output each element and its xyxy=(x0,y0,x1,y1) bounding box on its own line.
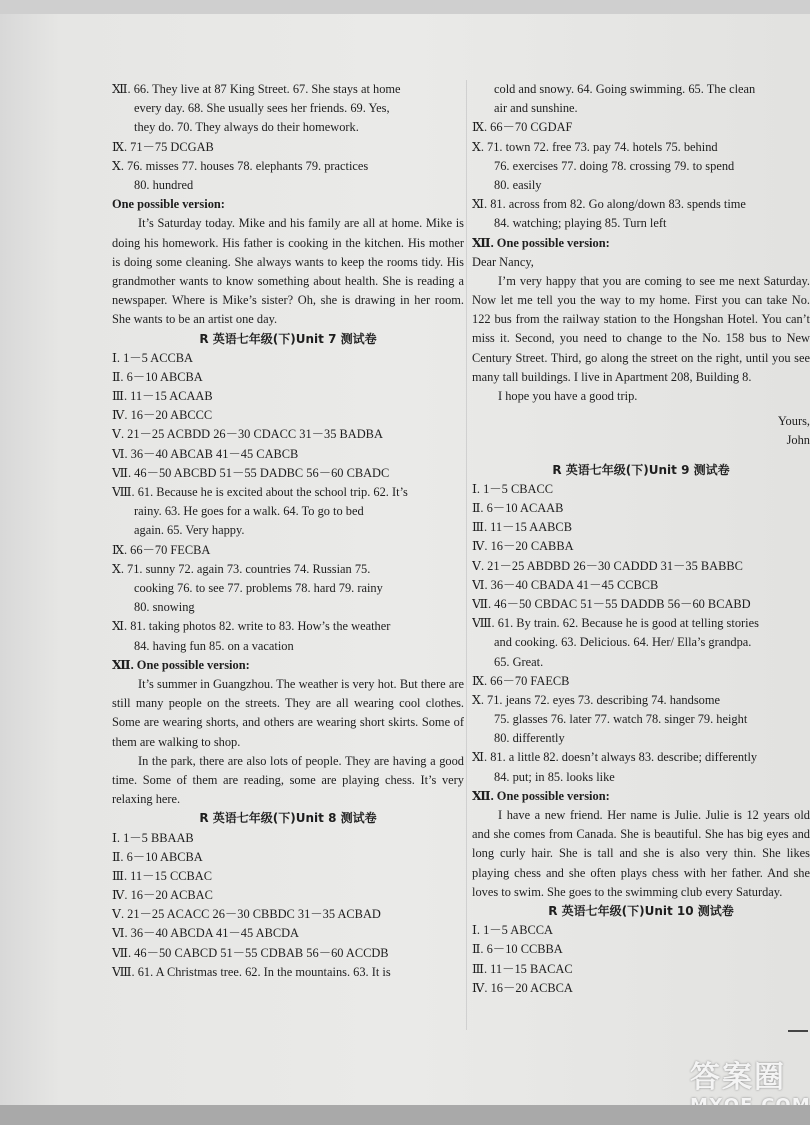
answer-line: again. 65. Very happy. xyxy=(134,523,245,538)
answer-line: 75. glasses 76. later 77. watch 78. singer 79. height xyxy=(494,712,748,727)
answer-line: Ⅲ. 11－15 AABCB xyxy=(472,520,572,535)
answer-line: Ⅲ. 11－15 CCBAC xyxy=(112,868,212,883)
answer-line: Ⅱ. 6－10 ABCBA xyxy=(112,849,203,864)
answer-line: they do. 70. They always do their homework. xyxy=(134,120,359,135)
answer-line: rainy. 63. He goes for a walk. 64. To go to bed xyxy=(134,504,364,519)
essay-paragraph: It’s Saturday today. Mike and his family are all at home. Mike is doing his homework. His father is cooking in the kitchen. His mother is doing some cleaning. She always wants to keep the rooms tidy. His grandmother wants to know something about health. She is reading a newspaper. Where is Mike’s sister? Oh, she is drawing in her room. She wants to be an artist one day. xyxy=(112,216,464,327)
answer-line: Ⅰ. 1－5 CBACC xyxy=(472,481,553,496)
answer-line: Ⅱ. 6－10 ABCBA xyxy=(112,369,203,384)
answer-line: 84. put; in 85. looks like xyxy=(494,769,615,784)
answer-line: Ⅲ. 11－15 ACAAB xyxy=(112,389,213,404)
letter-signature: John xyxy=(786,433,810,448)
answer-line: Ⅸ. 66－70 FAECB xyxy=(472,673,570,688)
answer-line: Ⅸ. 71－75 DCGAB xyxy=(112,139,214,154)
letter-greeting: Dear Nancy, xyxy=(472,254,534,269)
column-divider xyxy=(466,80,467,1030)
answer-line: cold and snowy. 64. Going swimming. 65. The clean xyxy=(494,82,756,96)
answer-line: Ⅰ. 1－5 BBAAB xyxy=(112,830,194,845)
letter-paragraph: I hope you have a good trip. xyxy=(498,389,638,404)
answer-line: Ⅶ. 46－50 CBDAC 51－55 DADDB 56－60 BCABD xyxy=(472,596,751,611)
answer-line: Ⅹ. 71. sunny 72. again 73. countries 74. Russian 75. xyxy=(112,561,371,576)
answer-line: Ⅶ. 46－50 CABCD 51－55 CDBAB 56－60 ACCDB xyxy=(112,945,389,960)
letter-closing: Yours, xyxy=(777,414,810,429)
version-label: Ⅻ. One possible version: xyxy=(472,235,610,250)
essay-paragraph: I have a new friend. Her name is Julie. Julie is 12 years old and she comes from Canada. She is beautiful. She has big eyes and long curly hair. She is tall and she is also very thin. She likes playing chess and she often plays chess with her father. And she loves to swim. She goes to the swimming club every Saturday. xyxy=(472,808,810,899)
answer-line: 80. hundred xyxy=(134,177,194,192)
answer-line: Ⅵ. 36－40 ABCDA 41－45 ABCDA xyxy=(112,926,299,941)
answer-line: Ⅸ. 66－70 CGDAF xyxy=(472,120,573,135)
answer-line: Ⅳ. 16－20 CABBA xyxy=(472,539,574,554)
answer-line: and cooking. 63. Delicious. 64. Her/ Ella’s grandpa. xyxy=(494,635,752,650)
answer-line: air and sunshine. xyxy=(494,101,578,116)
answer-line: Ⅰ. 1－5 ABCCA xyxy=(472,923,553,938)
answer-line: Ⅴ. 21－25 ABDBD 26－30 CADDD 31－35 BABBC xyxy=(472,558,743,573)
unit-8-title: R 英语七年级(下)Unit 8 测试卷 xyxy=(199,811,377,826)
unit-10-title: R 英语七年级(下)Unit 10 测试卷 xyxy=(548,904,734,919)
version-label: Ⅻ. One possible version: xyxy=(472,788,610,803)
answer-line: 65. Great. xyxy=(494,654,544,669)
answer-line: Ⅷ. 61. A Christmas tree. 62. In the mountains. 63. It is xyxy=(112,964,391,979)
answer-line: Ⅴ. 21－25 ACBDD 26－30 CDACC 31－35 BADBA xyxy=(112,427,383,442)
bottom-scan-edge xyxy=(0,1105,810,1125)
answer-line: 76. exercises 77. doing 78. crossing 79. to spend xyxy=(494,158,735,173)
answer-line: cooking 76. to see 77. problems 78. hard 79. rainy xyxy=(134,580,383,595)
answer-line: Ⅷ. 61. Because he is excited about the school trip. 62. It’s xyxy=(112,485,408,500)
answer-line: Ⅱ. 6－10 ACAAB xyxy=(472,501,564,516)
top-scan-edge xyxy=(0,0,810,14)
answer-line: Ⅲ. 11－15 BACAC xyxy=(472,961,573,976)
answer-line: Ⅻ. 66. They live at 87 King Street. 67. She stays at home xyxy=(112,82,401,96)
letter-paragraph: I’m very happy that you are coming to see me next Saturday. Now let me tell you the way to my home. First you can take No. 122 bus from the railway station to the Hongshan Hotel. You can’t miss it. Second, you need to change to the No. 158 bus to New Century Street. Third, go along the street on the right, until you see many tall buildings. I live in Apartment 208, Building 8. xyxy=(472,273,810,384)
answer-line: Ⅰ. 1－5 ACCBA xyxy=(112,350,193,365)
answer-line: 84. having fun 85. on a vacation xyxy=(134,638,294,653)
answer-line: Ⅹ. 71. town 72. free 73. pay 74. hotels 75. behind xyxy=(472,139,718,154)
answer-line: Ⅳ. 16－20 ACBCA xyxy=(472,980,573,995)
watermark-logo-text: 答案圈 xyxy=(690,1060,786,1095)
unit-7-title: R 英语七年级(下)Unit 7 测试卷 xyxy=(199,331,377,346)
answer-line: 80. snowing xyxy=(134,600,195,615)
answer-line: 84. watching; playing 85. Turn left xyxy=(494,216,667,231)
version-label: Ⅻ. One possible version: xyxy=(112,657,250,672)
answer-line: 80. easily xyxy=(494,177,542,192)
unit-9-title: R 英语七年级(下)Unit 9 测试卷 xyxy=(552,462,730,477)
answer-line: every day. 68. She usually sees her friends. 69. Yes, xyxy=(134,101,390,116)
answer-line: Ⅳ. 16－20 ABCCC xyxy=(112,408,213,423)
essay-paragraph: It’s summer in Guangzhou. The weather is very hot. But there are still many people on the streets. They are all wearing cool clothes. Some are wearing shorts, and others are wearing short skirts. Some of them are walking to shop. xyxy=(112,676,464,749)
right-column xyxy=(472,80,810,998)
answer-line: Ⅶ. 46－50 ABCBD 51－55 DADBC 56－60 CBADC xyxy=(112,465,390,480)
answer-line: Ⅷ. 61. By train. 62. Because he is good at telling stories xyxy=(472,616,759,631)
essay-paragraph: In the park, there are also lots of people. They are having a good time. Some of them are reading, some are playing chess. It’s very relaxing here. xyxy=(112,753,464,807)
answer-line: Ⅺ. 81. across from 82. Go along/down 83. spends time xyxy=(472,197,746,212)
answer-line: Ⅵ. 36－40 ABCAB 41－45 CABCB xyxy=(112,446,299,461)
answer-line: Ⅴ. 21－25 ACACC 26－30 CBBDC 31－35 ACBAD xyxy=(112,907,381,922)
left-column xyxy=(112,80,464,982)
version-label: One possible version: xyxy=(112,197,225,212)
answer-line: Ⅱ. 6－10 CCBBA xyxy=(472,942,563,957)
answer-line: Ⅺ. 81. taking photos 82. write to 83. How’s the weather xyxy=(112,619,391,634)
answer-line: Ⅸ. 66－70 FECBA xyxy=(112,542,211,557)
answer-line: Ⅵ. 36－40 CBADA 41－45 CCBCB xyxy=(472,577,659,592)
page-number-mark xyxy=(788,1030,808,1032)
answer-line: Ⅹ. 71. jeans 72. eyes 73. describing 74. handsome xyxy=(472,692,720,707)
answer-line: Ⅺ. 81. a little 82. doesn’t always 83. describe; differently xyxy=(472,750,758,765)
answer-line: 80. differently xyxy=(494,731,565,746)
answer-line: Ⅳ. 16－20 ACBAC xyxy=(112,888,213,903)
answer-line: Ⅹ. 76. misses 77. houses 78. elephants 79. practices xyxy=(112,158,369,173)
